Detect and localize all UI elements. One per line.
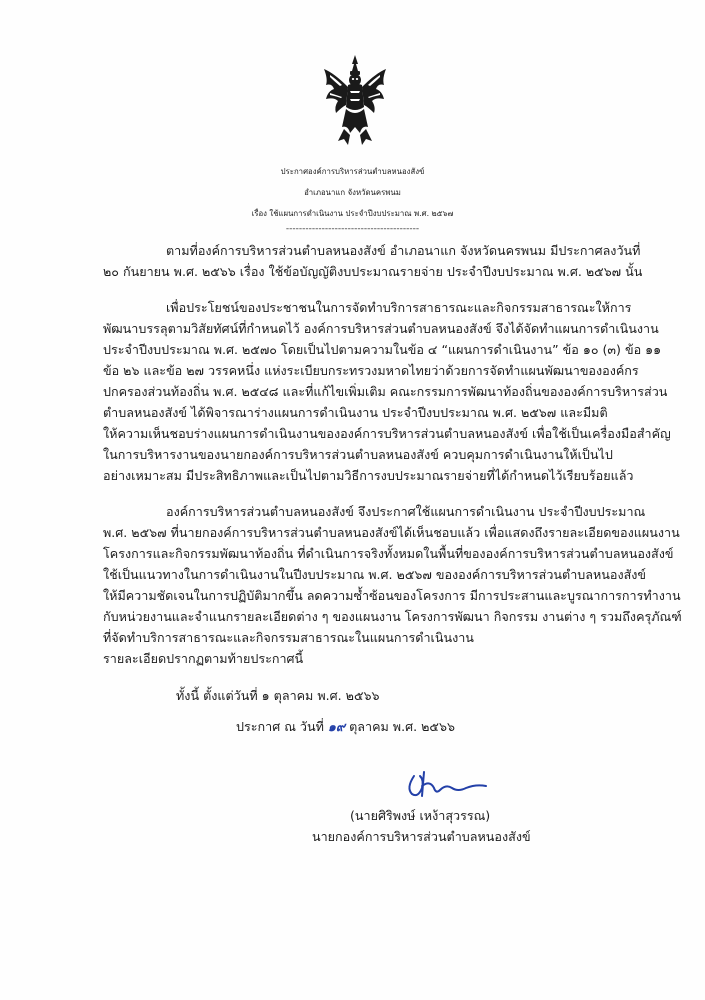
paragraph3-line: รายละเอียดปรากฏตามท้ายประกาศนี้ bbox=[103, 651, 304, 666]
paragraph3-line: ให้มีความชัดเจนในการปฏิบัติมากขึ้น ลดความซ้ำซ้อนของโครงการ มีการประสานและบูรณาการการทำงาน bbox=[103, 588, 681, 603]
paragraph2-line: ปกครองส่วนท้องถิ่น พ.ศ. ๒๕๔๘ และที่แก้ไขเพิ่มเติม คณะกรรมการพัฒนาท้องถิ่นขององค์การบริหารส่วน bbox=[103, 384, 668, 399]
signature-icon bbox=[400, 766, 490, 802]
paragraph3-line: โครงการและกิจกรรมพัฒนาท้องถิ่น ที่ดำเนินการจริงทั้งหมดในพื้นที่ขององค์การบริหารส่วนตำบลหนองสังข์ bbox=[103, 546, 674, 561]
paragraph1-line: ๒๐ กันยายน พ.ศ. ๒๕๖๖ เรื่อง ใช้ข้อบัญญัติงบประมาณรายจ่าย ประจำปีงบประมาณ พ.ศ. ๒๕๖๗ นั้น bbox=[103, 264, 643, 279]
paragraph2-line: พัฒนาบรรลุตามวิสัยทัศน์ที่กำหนดไว้ องค์การบริหารส่วนตำบลหนองสังข์ จึงได้จัดทำแผนการดำเนินงาน bbox=[103, 321, 659, 336]
effective-date: ทั้งนี้ ตั้งแต่วันที่ ๑ ตุลาคม พ.ศ. ๒๕๖๖ bbox=[176, 688, 380, 703]
announce-date bbox=[236, 717, 455, 737]
paragraph3-line: ที่จัดทำบริการสาธารณะและกิจกรรมสาธารณะในแผนการดำเนินงาน bbox=[103, 630, 474, 645]
header-subject: เรื่อง ใช้แผนการดำเนินงาน ประจำปีงบประมาณ พ.ศ. ๒๕๖๗ bbox=[251, 209, 454, 218]
announce-prefix: ประกาศ ณ วันที่ bbox=[236, 719, 328, 734]
garuda-emblem-icon bbox=[322, 55, 388, 147]
paragraph2-line: ให้ความเห็นชอบร่างแผนการดำเนินงานขององค์การบริหารส่วนตำบลหนองสังข์ เพื่อใช้เป็นเครื่องมือสำคัญ bbox=[103, 426, 671, 441]
paragraph3-line: พ.ศ. ๒๕๖๗ ที่นายกองค์การบริหารส่วนตำบลหนองสังข์ได้เห็นชอบแล้ว เพื่อแสดงถึงรายละเอียดของแผนงาน bbox=[103, 525, 680, 540]
announce-day-handwritten: ๑๙ bbox=[327, 719, 346, 734]
paragraph2-line: เพื่อประโยชน์ของประชาชนในการจัดทำบริการสาธารณะและกิจกรรมสาธารณะให้การ bbox=[166, 300, 632, 315]
header-title: ประกาศองค์การบริหารส่วนตำบลหนองสังข์ bbox=[280, 167, 425, 176]
paragraph2-line: ในการบริหารงานของนายกองค์การบริหารส่วนตำบลหนองสังข์ ควบคุมการดำเนินงานให้เป็นไป bbox=[103, 447, 613, 462]
signer-position: นายกองค์การบริหารส่วนตำบลหนองสังข์ bbox=[312, 829, 531, 844]
paragraph2-line: ตำบลหนองสังข์ ได้พิจารณาร่างแผนการดำเนินงาน ประจำปีงบประมาณ พ.ศ. ๒๕๖๗ และมีมติ bbox=[103, 405, 608, 420]
announce-suffix: ตุลาคม พ.ศ. ๒๕๖๖ bbox=[345, 719, 455, 734]
paragraph1-line: ตามที่องค์การบริหารส่วนตำบลหนองสังข์ อำเภอนาแก จังหวัดนครพนม มีประกาศลงวันที่ bbox=[166, 243, 641, 258]
header-separator: ----------------------------------------- bbox=[285, 224, 420, 234]
paragraph3-line: ใช้เป็นแนวทางในการดำเนินงานในปีงบประมาณ พ.ศ. ๒๕๖๗ ขององค์การบริหารส่วนตำบลหนองสังข์ bbox=[103, 567, 647, 582]
signer-name: (นายศิริพงษ์ เหง้าสุวรรณ) bbox=[350, 808, 491, 823]
paragraph2-line: ประจำปีงบประมาณ พ.ศ. ๒๕๗๐ โดยเป็นไปตามความในข้อ ๔ “แผนการดำเนินงาน” ข้อ ๑๐ (๓) ข้อ ๑๑ bbox=[103, 342, 662, 357]
paragraph3-line: กับหน่วยงานและจำแนกรายละเอียดต่าง ๆ ของแผนงาน โครงการพัฒนา กิจกรรม งานต่าง ๆ รวมถึงครุภัณฑ์ bbox=[103, 609, 682, 624]
header-district: อำเภอนาแก จังหวัดนครพนม bbox=[304, 188, 401, 197]
paragraph3-line: องค์การบริหารส่วนตำบลหนองสังข์ จึงประกาศใช้แผนการดำเนินงาน ประจำปีงบประมาณ bbox=[166, 504, 646, 519]
paragraph2-line: ข้อ ๒๖ และข้อ ๒๗ วรรคหนึ่ง แห่งระเบียบกระทรวงมหาดไทยว่าด้วยการจัดทำแผนพัฒนาขององค์กร bbox=[103, 363, 639, 378]
paragraph2-line: อย่างเหมาะสม มีประสิทธิภาพและเป็นไปตามวิธีการงบประมาณรายจ่ายที่ได้กำหนดไว้เรียบร้อยแล้ว bbox=[103, 468, 634, 483]
